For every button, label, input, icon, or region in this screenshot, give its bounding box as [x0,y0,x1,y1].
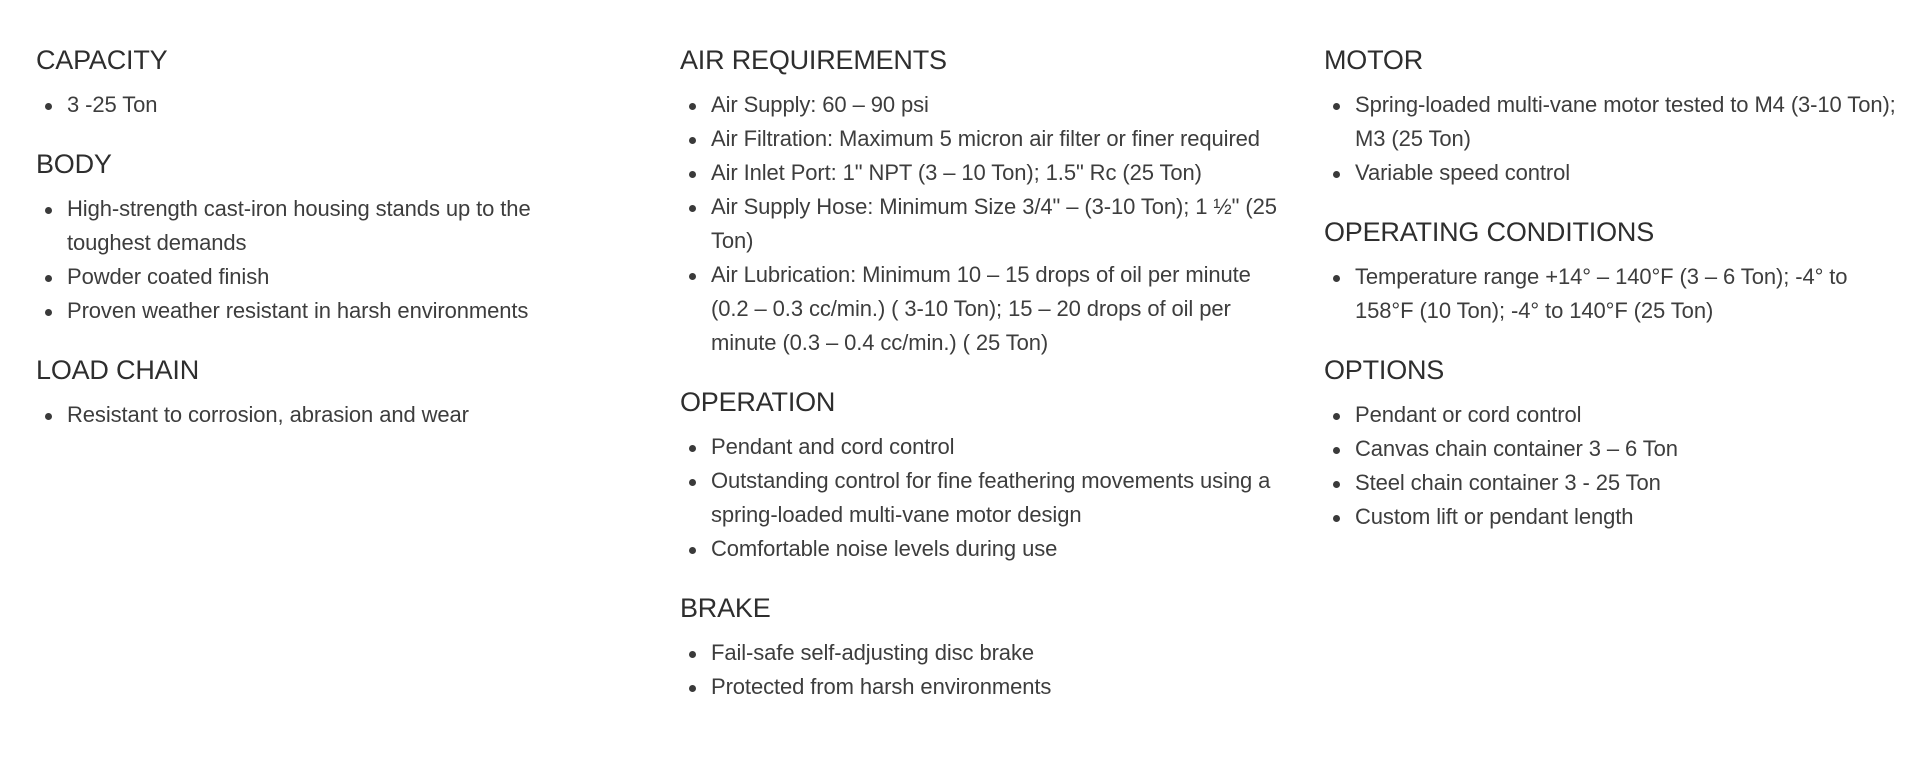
bullet-list [36,398,596,432]
list-item-text: Protected from harsh environments [711,674,1052,699]
bullet-icon [689,137,696,144]
section-load-chain [36,354,596,432]
bullet-icon [1333,103,1340,110]
section-operating-conditions [1324,216,1904,328]
spec-column-3 [1324,44,1904,560]
bullet-icon [45,413,52,420]
list-item-text: Canvas chain container 3 – 6 Ton [1355,436,1678,461]
section-options [1324,354,1904,534]
list-item-text: Proven weather resistant in harsh environments [67,298,529,323]
bullet-list [680,636,1280,704]
list-item [36,398,596,432]
bullet-icon [1333,447,1340,454]
bullet-list [1324,88,1904,190]
bullet-list [1324,398,1904,534]
list-item [1324,88,1904,156]
section-heading: OPTIONS [1324,355,1445,385]
section-heading: CAPACITY [36,45,168,75]
section-air-requirements [680,44,1280,360]
list-item-text: Air Supply Hose: Minimum Size 3/4" – (3-10 Ton); 1 ½" (25 Ton) [711,194,1277,253]
list-item-text: Pendant or cord control [1355,402,1582,427]
bullet-list [680,88,1280,360]
list-item-text: High-strength cast-iron housing stands up to the toughest demands [67,196,531,255]
list-item [680,88,1280,122]
bullet-icon [689,205,696,212]
list-item [680,258,1280,360]
bullet-list [36,192,596,328]
list-item-text: Comfortable noise levels during use [711,536,1058,561]
list-item [680,122,1280,156]
list-item [1324,398,1904,432]
section-brake [680,592,1280,704]
section-heading: OPERATION [680,387,836,417]
list-item-text: Steel chain container 3 - 25 Ton [1355,470,1661,495]
list-item-text: Air Inlet Port: 1" NPT (3 – 10 Ton); 1.5" Rc (25 Ton) [711,160,1202,185]
spec-column-2 [680,44,1280,730]
list-item [680,670,1280,704]
list-item-text: Air Supply: 60 – 90 psi [711,92,929,117]
bullet-icon [45,207,52,214]
list-item [680,190,1280,258]
list-item [36,88,596,122]
bullet-icon [1333,481,1340,488]
bullet-icon [1333,515,1340,522]
bullet-icon [689,651,696,658]
bullet-icon [689,685,696,692]
list-item-text: Outstanding control for fine feathering movements using a spring-loaded multi-vane motor design [711,468,1271,527]
list-item [680,464,1280,532]
bullet-icon [689,445,696,452]
bullet-icon [689,171,696,178]
section-heading: BRAKE [680,593,771,623]
list-item-text: Resistant to corrosion, abrasion and wear [67,402,469,427]
list-item-text: Air Filtration: Maximum 5 micron air filter or finer required [711,126,1260,151]
section-capacity [36,44,596,122]
list-item-text: Fail-safe self-adjusting disc brake [711,640,1034,665]
bullet-icon [1333,413,1340,420]
list-item [1324,432,1904,466]
bullet-icon [689,547,696,554]
list-item-text: Variable speed control [1355,160,1571,185]
bullet-icon [689,273,696,280]
list-item [1324,260,1904,328]
bullet-icon [45,103,52,110]
list-item-text: Temperature range +14° – 140°F (3 – 6 Ton); -4° to 158°F (10 Ton); -4° to 140°F (25 Ton) [1355,264,1848,323]
section-heading: MOTOR [1324,45,1423,75]
list-item-text: Powder coated finish [67,264,270,289]
bullet-icon [689,103,696,110]
bullet-icon [689,479,696,486]
bullet-list [680,430,1280,566]
list-item-text: Custom lift or pendant length [1355,504,1634,529]
list-item [36,294,596,328]
bullet-list [36,88,596,122]
bullet-list [1324,260,1904,328]
section-motor [1324,44,1904,190]
list-item [680,636,1280,670]
list-item [1324,156,1904,190]
bullet-icon [1333,275,1340,282]
section-heading: LOAD CHAIN [36,355,200,385]
list-item [680,430,1280,464]
section-operation [680,386,1280,566]
list-item-text: Pendant and cord control [711,434,955,459]
list-item-text: Spring-loaded multi-vane motor tested to M4 (3-10 Ton); M3 (25 Ton) [1355,92,1896,151]
section-heading: BODY [36,149,112,179]
list-item [680,532,1280,566]
list-item [1324,466,1904,500]
list-item [36,260,596,294]
section-heading: AIR REQUIREMENTS [680,45,947,75]
list-item-text: Air Lubrication: Minimum 10 – 15 drops of oil per minute (0.2 – 0.3 cc/min.) ( 3-10 Ton); 15 – 20 drops of oil per minute (0.3 – 0.4 cc/min.) ( 25 Ton) [711,262,1251,355]
spec-column-1 [36,44,596,458]
section-body [36,148,596,328]
list-item [680,156,1280,190]
list-item [1324,500,1904,534]
bullet-icon [45,309,52,316]
list-item-text: 3 -25 Ton [67,92,158,117]
bullet-icon [1333,171,1340,178]
list-item [36,192,596,260]
bullet-icon [45,275,52,282]
section-heading: OPERATING CONDITIONS [1324,217,1655,247]
